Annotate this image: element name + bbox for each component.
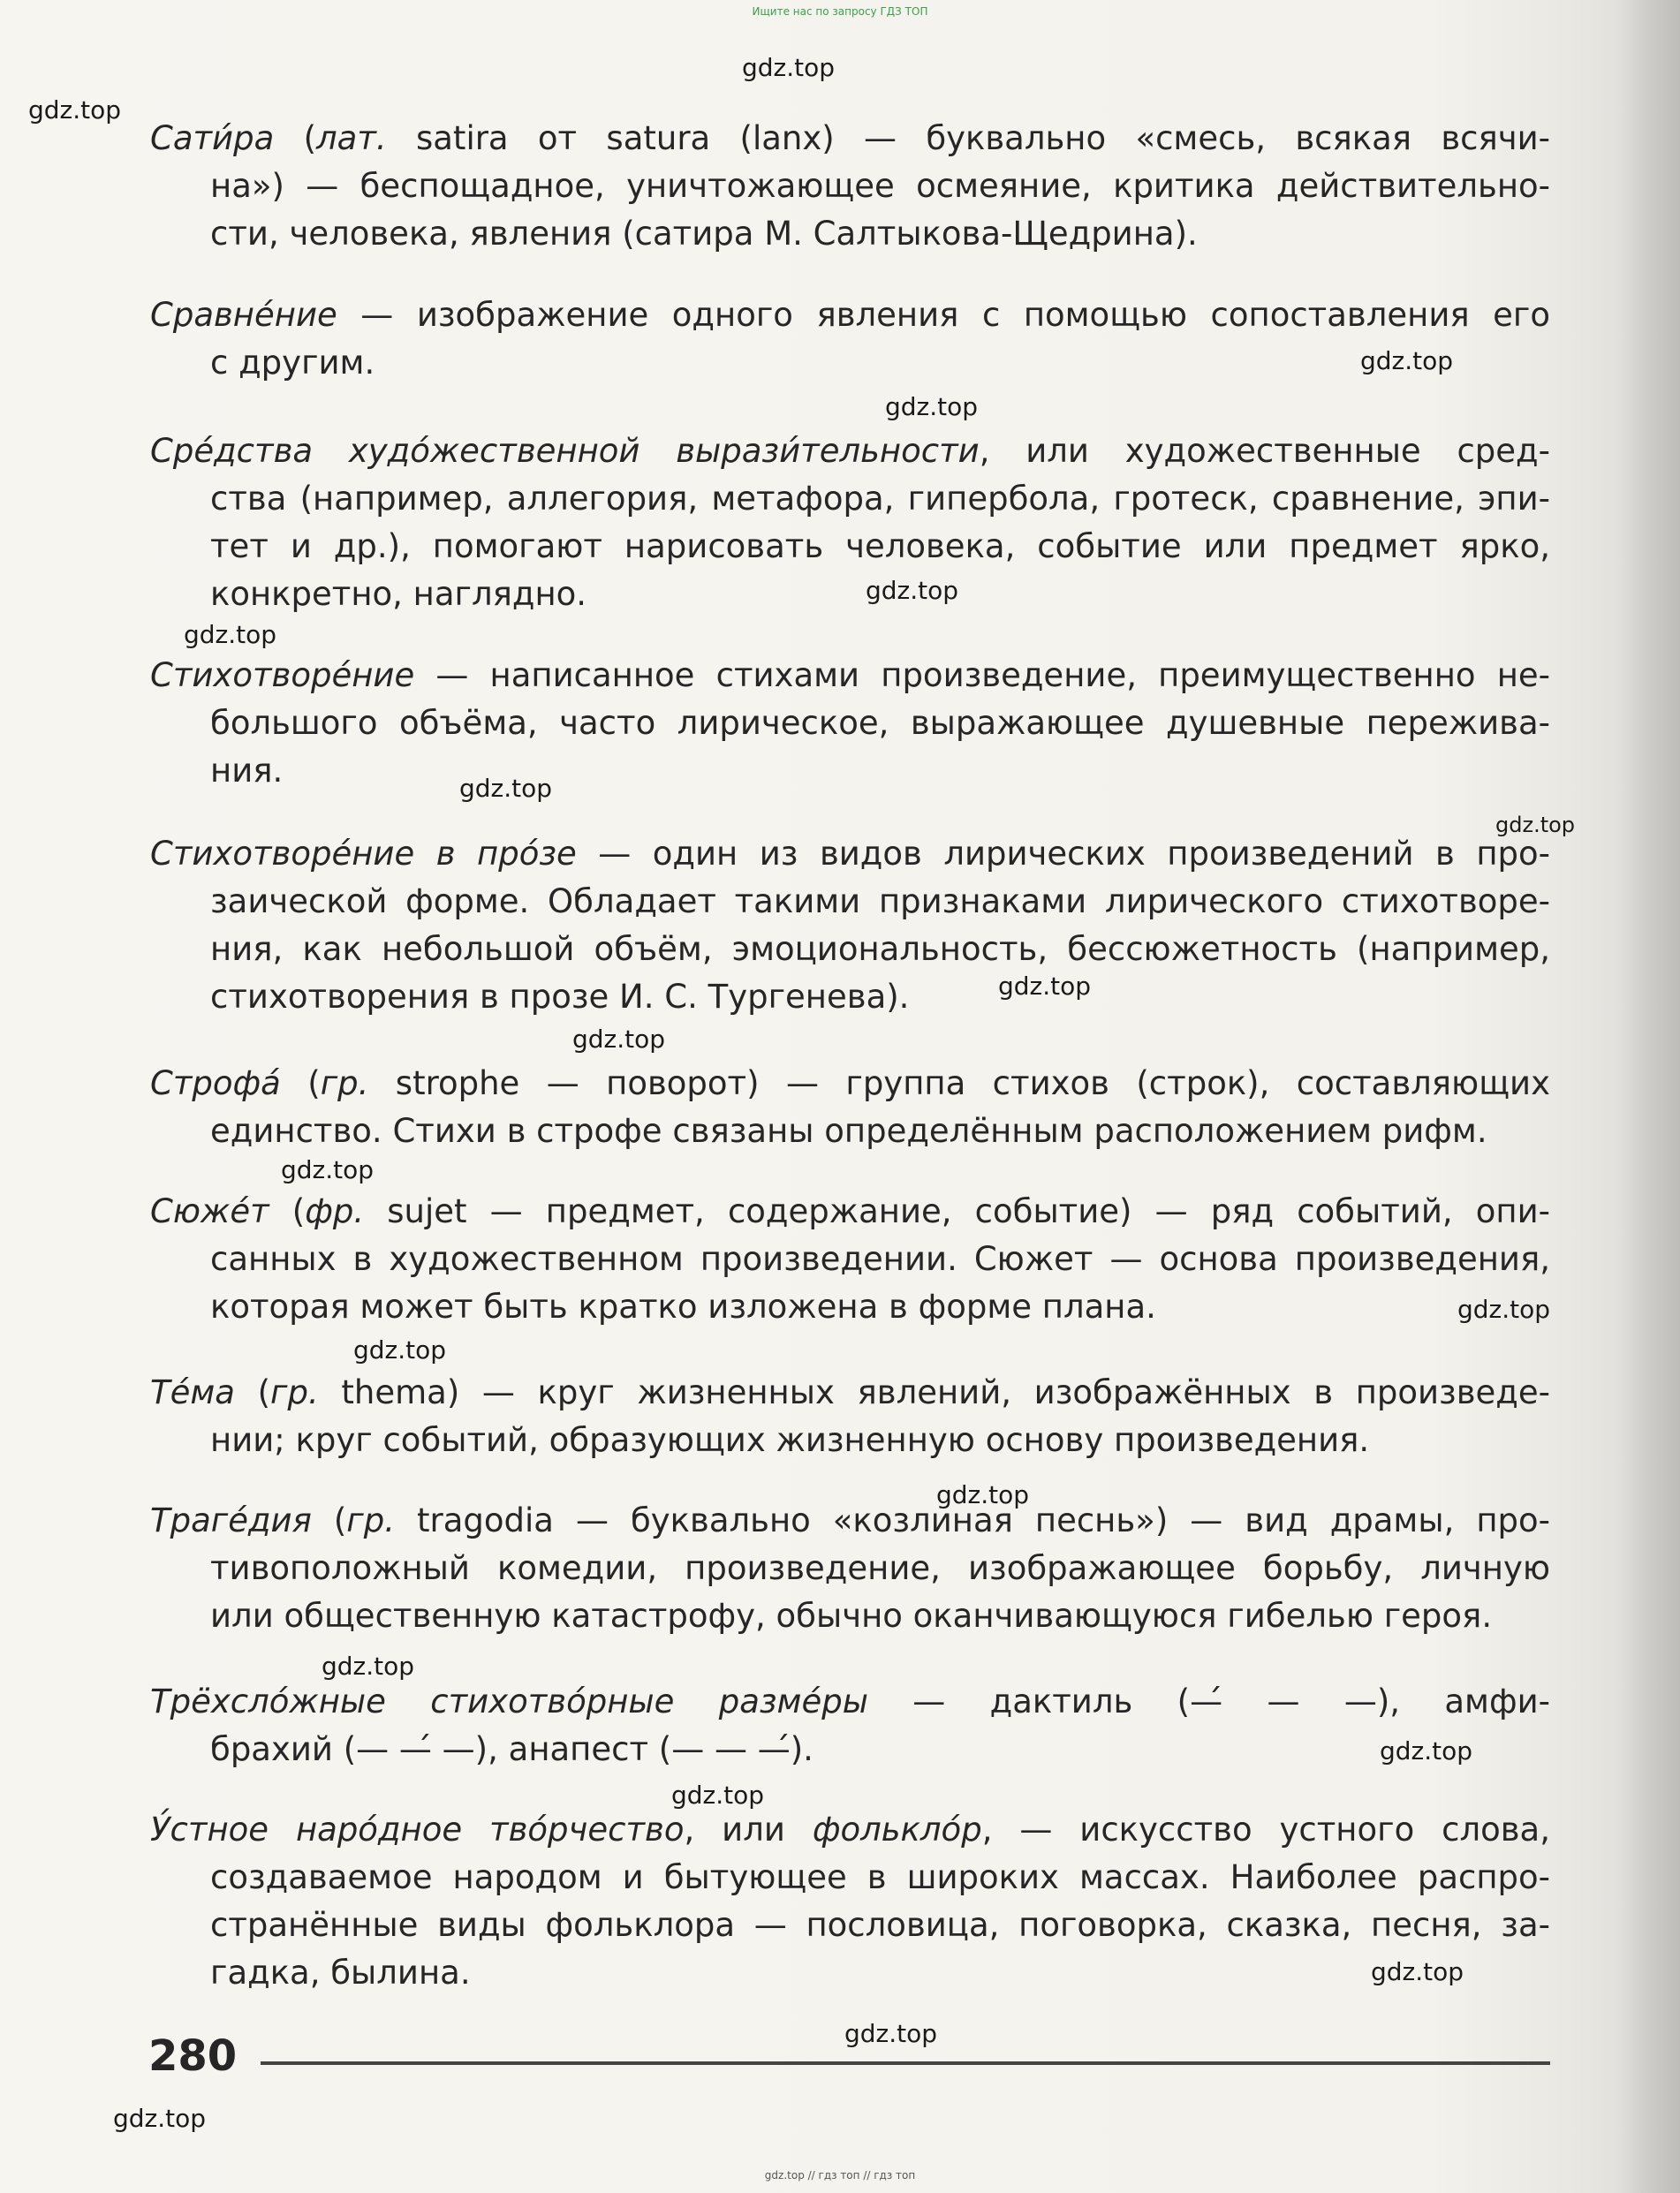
- entry-ustnoe-narodnoe-tvorchestvo: [150, 1806, 1550, 1997]
- binding-shadow: [1618, 0, 1680, 2193]
- entry-line: странённые виды фольклора — пословица, поговорка, сказка, песня, за-: [210, 1906, 1550, 1944]
- entry-strofa: [150, 1060, 1550, 1155]
- entry-line: гадка, былина.: [210, 1954, 471, 1992]
- watermark: gdz.top: [1495, 813, 1576, 837]
- bottom-banner[interactable]: gdz.top // гдз топ // гдз топ: [764, 2169, 916, 2182]
- entry-line: или общественную катастрофу, обычно оканчивающуюся гибелью героя.: [210, 1597, 1493, 1635]
- entry-line: У́стное наро́дное тво́рчество, или фолькло́р, — искусство устного слова,: [150, 1811, 1550, 1849]
- page-number: 280: [148, 2031, 238, 2081]
- entry-tema: [150, 1369, 1550, 1464]
- watermark: gdz.top: [1380, 1736, 1473, 1766]
- entry-line: создаваемое народом и бытующее в широких массах. Наиболее распро-: [210, 1858, 1550, 1896]
- watermark: gdz.top: [885, 392, 979, 421]
- entry-line: Сравне́ние — изображение одного явления с помощью сопоставления его: [150, 296, 1550, 334]
- entry-line: санных в художественном произведении. Сюжет — основа произведения,: [210, 1240, 1550, 1278]
- entry-line: которая может быть кратко изложена в форме плана.: [210, 1288, 1156, 1326]
- entry-line: конкретно, наглядно.: [210, 575, 587, 613]
- entry-line: с другим.: [210, 344, 375, 382]
- watermark: gdz.top: [572, 1025, 666, 1054]
- entry-line: нии; круг событий, образующих жизненную основу произведения.: [210, 1421, 1370, 1459]
- entry-line: брахий (— —́ —), анапест (— — —́).: [210, 1730, 814, 1768]
- watermark: gdz.top: [671, 1781, 765, 1810]
- watermark: gdz.top: [844, 2019, 938, 2048]
- entry-syuzhet: [150, 1188, 1550, 1331]
- watermark: gdz.top: [459, 774, 553, 803]
- watermark: gdz.top: [1457, 1295, 1551, 1324]
- top-banner[interactable]: Ищите нас по запросу ГДЗ ТОП: [752, 5, 928, 18]
- footer-rule: [261, 2061, 1550, 2065]
- watermark: gdz.top: [866, 576, 959, 605]
- watermark: gdz.top: [1371, 1957, 1464, 1986]
- entry-line: Стихотворе́ние — написанное стихами произведение, преимущественно не-: [150, 656, 1550, 694]
- entry-line: ния, как небольшой объём, эмоциональность, бессюжетность (например,: [210, 930, 1550, 968]
- entry-line: заической форме. Обладает такими признаками лирического стихотворе-: [210, 882, 1550, 920]
- watermark: gdz.top: [353, 1335, 447, 1365]
- entry-line: Те́ма (гр. thema) — круг жизненных явлений, изображённых в произведе-: [150, 1373, 1551, 1411]
- watermark: gdz.top: [1360, 346, 1454, 375]
- entry-line: Трёхсло́жные стихотво́рные разме́ры — дактиль (—́ — —), амфи-: [150, 1683, 1550, 1720]
- entry-line: Строфа́ (гр. strophe — поворот) — группа стихов (строк), составляющих: [150, 1064, 1550, 1102]
- watermark: gdz.top: [184, 620, 277, 649]
- watermark: gdz.top: [936, 1480, 1030, 1509]
- watermark: gdz.top: [281, 1155, 375, 1184]
- entry-line: на») — беспощадное, уничтожающее осмеяние, критика действительно-: [210, 167, 1550, 205]
- entry-line: ния.: [210, 752, 284, 790]
- entry-line: стихотворения в прозе И. С. Тургенева).: [210, 978, 910, 1016]
- watermark: gdz.top: [742, 53, 836, 82]
- entry-stihotvorenie-v-proze: [150, 830, 1550, 1021]
- entry-line: ства (например, аллегория, метафора, гипербола, гротеск, сравнение, эпи-: [210, 480, 1550, 518]
- entry-tragediya: [150, 1497, 1550, 1640]
- entry-line: Сати́ра (лат. satira от satura (lanx) — буквально «смесь, всякая всячи-: [150, 119, 1550, 157]
- entry-line: единство. Стихи в строфе связаны определённым расположением рифм.: [210, 1112, 1487, 1150]
- entry-line: Сре́дства худо́жественной вырази́тельности, или художественные сред-: [150, 432, 1550, 470]
- entry-line: Стихотворе́ние в про́зе — один из видов лирических произведений в про-: [150, 835, 1551, 873]
- entry-tryohslozhnye-razmery: [150, 1678, 1550, 1773]
- entry-line: сти, человека, явления (сатира М. Салтыкова-Щедрина).: [210, 215, 1198, 253]
- watermark: gdz.top: [998, 972, 1092, 1001]
- watermark: gdz.top: [113, 2104, 207, 2133]
- entry-sredstva: [150, 427, 1550, 618]
- entry-line: Траге́дия (гр. tragodia — буквально «козлиная песнь») — вид драмы, про-: [150, 1501, 1550, 1539]
- entry-stihotvorenie: [150, 652, 1550, 795]
- watermark: gdz.top: [28, 95, 122, 125]
- watermark: gdz.top: [322, 1652, 415, 1681]
- entry-line: большого объёма, часто лирическое, выражающее душевные пережива-: [210, 704, 1550, 742]
- entry-line: Сюже́т (фр. sujet — предмет, содержание, событие) — ряд событий, опи-: [150, 1192, 1550, 1230]
- entry-sravnenie: [150, 291, 1550, 387]
- entry-line: тет и др.), помогают нарисовать человека, событие или предмет ярко,: [210, 527, 1550, 565]
- entry-line: тивоположный комедии, произведение, изображающее борьбу, личную: [210, 1549, 1550, 1587]
- entry-satira: [150, 115, 1550, 258]
